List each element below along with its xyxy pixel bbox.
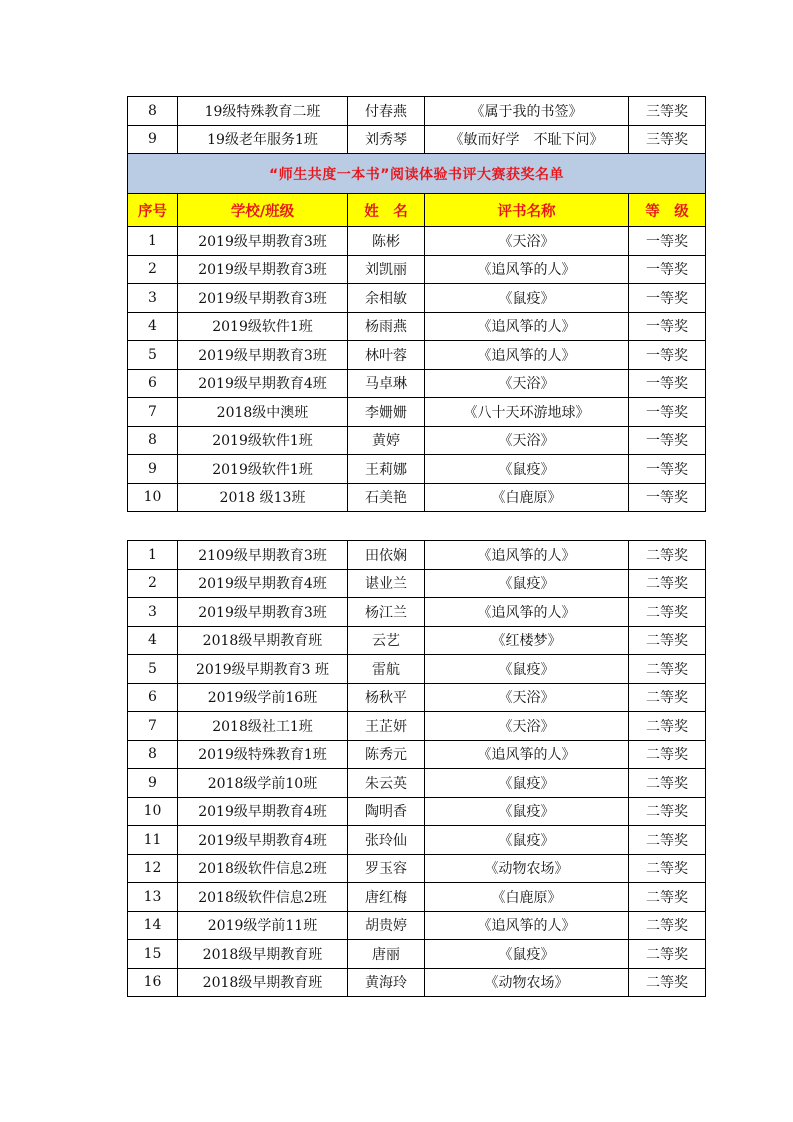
row-student-name: 陈彬 (348, 227, 425, 256)
row-award-level: 二等奖 (629, 740, 706, 769)
row-award-level: 二等奖 (629, 940, 706, 969)
section-title-row (128, 154, 706, 194)
row-award-level: 一等奖 (629, 398, 706, 427)
table-row (128, 740, 706, 769)
row-class: 2019级早期教育3班 (178, 227, 348, 256)
table-row (128, 284, 706, 313)
table-row (128, 341, 706, 370)
table-row (128, 797, 706, 826)
row-review-title: 《追风筝的人》 (425, 341, 629, 370)
row-review-title: 《鼠疫》 (425, 940, 629, 969)
row-award-level: 一等奖 (629, 369, 706, 398)
row-number: 9 (128, 455, 178, 484)
table-row (128, 97, 706, 126)
row-review-title: 《鼠疫》 (425, 826, 629, 855)
row-award-level: 二等奖 (629, 598, 706, 627)
table-row (128, 312, 706, 341)
table-row (128, 911, 706, 940)
table-row (128, 569, 706, 598)
row-class: 2019级早期教育3 班 (178, 655, 348, 684)
row-award-level: 一等奖 (629, 455, 706, 484)
row-student-name: 余相敏 (348, 284, 425, 313)
row-class: 2019级早期教育3班 (178, 598, 348, 627)
row-class: 2018级早期教育班 (178, 968, 348, 997)
header-class: 学校/班级 (178, 194, 348, 227)
row-award-level: 一等奖 (629, 284, 706, 313)
row-number: 13 (128, 883, 178, 912)
row-class: 2019级软件1班 (178, 426, 348, 455)
row-class: 2109级早期教育3班 (178, 541, 348, 570)
row-student-name: 胡贵婷 (348, 911, 425, 940)
row-student-name: 罗玉容 (348, 854, 425, 883)
row-review-title: 《八十天环游地球》 (425, 398, 629, 427)
award-table-second (127, 540, 706, 997)
row-review-title: 《追风筝的人》 (425, 312, 629, 341)
row-student-name: 雷航 (348, 655, 425, 684)
row-award-level: 二等奖 (629, 541, 706, 570)
row-student-name: 黄婷 (348, 426, 425, 455)
row-number: 10 (128, 483, 178, 512)
row-number: 12 (128, 854, 178, 883)
table-row (128, 398, 706, 427)
row-award-level: 二等奖 (629, 569, 706, 598)
row-number: 8 (128, 426, 178, 455)
row-award-level: 二等奖 (629, 883, 706, 912)
row-review-title: 《天浴》 (425, 683, 629, 712)
row-award-level: 二等奖 (629, 655, 706, 684)
header-level: 等 级 (629, 194, 706, 227)
row-number: 4 (128, 626, 178, 655)
row-student-name: 张玲仙 (348, 826, 425, 855)
header-number: 序号 (128, 194, 178, 227)
row-class: 2019级早期教育3班 (178, 284, 348, 313)
row-number: 1 (128, 227, 178, 256)
row-number: 3 (128, 284, 178, 313)
row-number: 8 (128, 740, 178, 769)
row-award-level: 二等奖 (629, 712, 706, 741)
row-student-name: 王莉娜 (348, 455, 425, 484)
award-table-top (127, 96, 706, 512)
row-number: 11 (128, 826, 178, 855)
row-class: 2019级早期教育4班 (178, 369, 348, 398)
row-student-name: 田依娴 (348, 541, 425, 570)
table-row (128, 712, 706, 741)
table-row (128, 455, 706, 484)
table-row (128, 483, 706, 512)
row-review-title: 《天浴》 (425, 369, 629, 398)
row-class: 2019级早期教育4班 (178, 826, 348, 855)
row-number: 7 (128, 398, 178, 427)
table-row (128, 369, 706, 398)
row-number: 3 (128, 598, 178, 627)
first-prize-rows (128, 227, 706, 512)
row-award-level: 一等奖 (629, 483, 706, 512)
row-student-name: 杨秋平 (348, 683, 425, 712)
row-number: 7 (128, 712, 178, 741)
row-review-title: 《鼠疫》 (425, 455, 629, 484)
row-review-title: 《追风筝的人》 (425, 598, 629, 627)
row-class: 2018级早期教育班 (178, 626, 348, 655)
table-row (128, 854, 706, 883)
table-row (128, 655, 706, 684)
row-award-level: 一等奖 (629, 227, 706, 256)
row-award-level: 二等奖 (629, 826, 706, 855)
row-student-name: 唐红梅 (348, 883, 425, 912)
row-award-level: 二等奖 (629, 626, 706, 655)
row-review-title: 《动物农场》 (425, 854, 629, 883)
row-student-name: 云艺 (348, 626, 425, 655)
row-number: 6 (128, 369, 178, 398)
row-class: 2018 级13班 (178, 483, 348, 512)
table-row (128, 598, 706, 627)
row-number: 15 (128, 940, 178, 969)
row-number: 5 (128, 655, 178, 684)
row-number: 16 (128, 968, 178, 997)
table-row (128, 255, 706, 284)
row-review-title: 《天浴》 (425, 426, 629, 455)
row-student-name: 谌业兰 (348, 569, 425, 598)
row-review-title: 《白鹿原》 (425, 483, 629, 512)
row-number: 4 (128, 312, 178, 341)
row-review-title: 《红楼梦》 (425, 626, 629, 655)
row-review-title: 《鼠疫》 (425, 655, 629, 684)
table-row (128, 826, 706, 855)
row-class: 2019级学前16班 (178, 683, 348, 712)
row-number: 2 (128, 255, 178, 284)
row-student-name: 李姗姗 (348, 398, 425, 427)
second-prize-rows (128, 541, 706, 997)
row-class: 2019级早期教育3班 (178, 341, 348, 370)
row-student-name: 杨雨燕 (348, 312, 425, 341)
row-number: 8 (128, 97, 178, 126)
table-row (128, 769, 706, 798)
row-class: 2018级软件信息2班 (178, 854, 348, 883)
row-review-title: 《追风筝的人》 (425, 541, 629, 570)
row-review-title: 《追风筝的人》 (425, 740, 629, 769)
row-award-level: 三等奖 (629, 97, 706, 126)
row-review-title: 《动物农场》 (425, 968, 629, 997)
table-row (128, 125, 706, 154)
row-student-name: 王芷妍 (348, 712, 425, 741)
header-row (128, 194, 706, 227)
row-student-name: 林叶蓉 (348, 341, 425, 370)
row-award-level: 二等奖 (629, 683, 706, 712)
row-review-title: 《天浴》 (425, 227, 629, 256)
row-class: 2019级早期教育3班 (178, 255, 348, 284)
row-student-name: 陶明香 (348, 797, 425, 826)
row-award-level: 二等奖 (629, 854, 706, 883)
row-student-name: 刘凯丽 (348, 255, 425, 284)
row-award-level: 二等奖 (629, 769, 706, 798)
row-class: 2018级学前10班 (178, 769, 348, 798)
row-class: 2019级早期教育4班 (178, 569, 348, 598)
row-student-name: 刘秀琴 (348, 125, 425, 154)
table-row (128, 683, 706, 712)
row-number: 14 (128, 911, 178, 940)
row-student-name: 陈秀元 (348, 740, 425, 769)
table-row (128, 426, 706, 455)
row-award-level: 一等奖 (629, 341, 706, 370)
row-class: 2018级软件信息2班 (178, 883, 348, 912)
row-review-title: 《白鹿原》 (425, 883, 629, 912)
row-student-name: 唐丽 (348, 940, 425, 969)
row-award-level: 二等奖 (629, 968, 706, 997)
row-review-title: 《鼠疫》 (425, 769, 629, 798)
row-number: 9 (128, 769, 178, 798)
row-class: 2019级软件1班 (178, 455, 348, 484)
row-class: 19级老年服务1班 (178, 125, 348, 154)
row-class: 2019级早期教育4班 (178, 797, 348, 826)
table-row (128, 940, 706, 969)
row-class: 2018级中澳班 (178, 398, 348, 427)
row-award-level: 二等奖 (629, 797, 706, 826)
row-award-level: 一等奖 (629, 312, 706, 341)
row-award-level: 三等奖 (629, 125, 706, 154)
row-review-title: 《鼠疫》 (425, 284, 629, 313)
row-review-title: 《属于我的书签》 (425, 97, 629, 126)
row-class: 2019级软件1班 (178, 312, 348, 341)
row-number: 5 (128, 341, 178, 370)
row-class: 2019级学前11班 (178, 911, 348, 940)
row-student-name: 付春燕 (348, 97, 425, 126)
row-number: 2 (128, 569, 178, 598)
row-review-title: 《天浴》 (425, 712, 629, 741)
row-award-level: 一等奖 (629, 426, 706, 455)
row-number: 6 (128, 683, 178, 712)
row-student-name: 朱云英 (348, 769, 425, 798)
row-number: 10 (128, 797, 178, 826)
row-review-title: 《鼠疫》 (425, 569, 629, 598)
table-row (128, 883, 706, 912)
row-number: 9 (128, 125, 178, 154)
row-class: 2018级早期教育班 (178, 940, 348, 969)
table-row (128, 626, 706, 655)
row-student-name: 石美艳 (348, 483, 425, 512)
row-award-level: 一等奖 (629, 255, 706, 284)
table-row (128, 968, 706, 997)
row-number: 1 (128, 541, 178, 570)
row-review-title: 《追风筝的人》 (425, 255, 629, 284)
row-class: 19级特殊教育二班 (178, 97, 348, 126)
row-student-name: 杨江兰 (348, 598, 425, 627)
header-name: 姓 名 (348, 194, 425, 227)
row-student-name: 黄海玲 (348, 968, 425, 997)
row-review-title: 《敏而好学 不耻下问》 (425, 125, 629, 154)
section-title: “师生共度一本书”阅读体验书评大赛获奖名单 (128, 154, 706, 194)
header-review-title: 评书名称 (425, 194, 629, 227)
row-student-name: 马卓琳 (348, 369, 425, 398)
row-review-title: 《追风筝的人》 (425, 911, 629, 940)
row-review-title: 《鼠疫》 (425, 797, 629, 826)
row-class: 2018级社工1班 (178, 712, 348, 741)
table-row (128, 227, 706, 256)
table-row (128, 541, 706, 570)
row-class: 2019级特殊教育1班 (178, 740, 348, 769)
row-award-level: 二等奖 (629, 911, 706, 940)
